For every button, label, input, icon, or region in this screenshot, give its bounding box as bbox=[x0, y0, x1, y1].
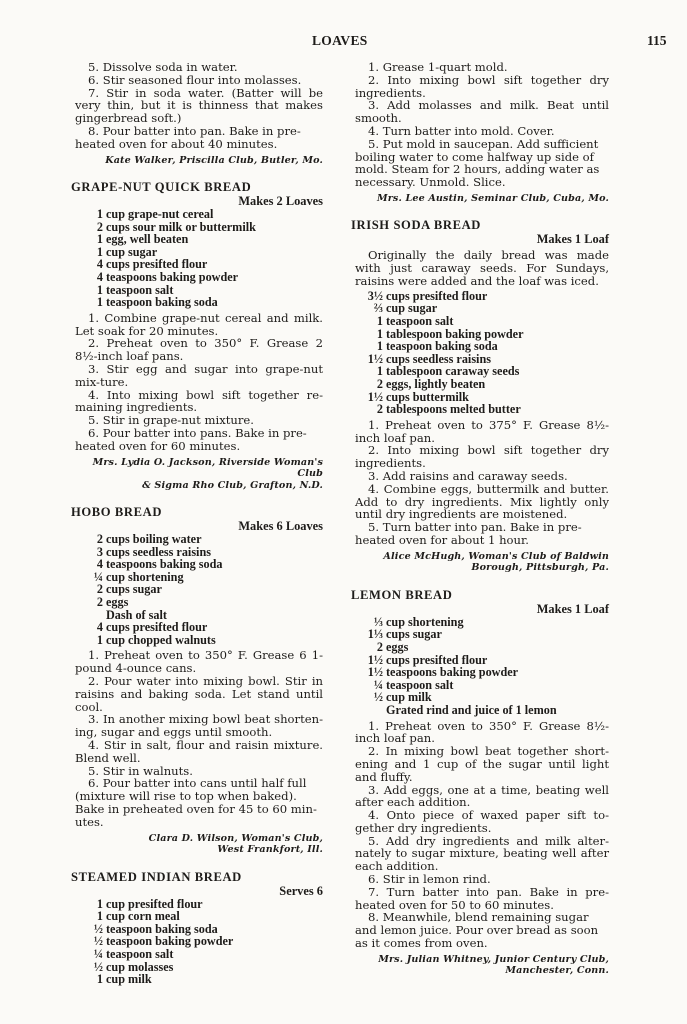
recipe bbox=[71, 505, 323, 856]
ingredient-list bbox=[355, 616, 609, 717]
recipe-step: 1. Preheat oven to 350° F. Grease 6 1-pound 4-ounce cans. bbox=[75, 648, 323, 676]
ingredient-quantity: 1½ bbox=[367, 351, 383, 366]
ingredient-text: teaspoons baking soda bbox=[106, 557, 223, 572]
credit-line: West Frankfort, Ill. bbox=[217, 844, 323, 856]
ingredient-text: eggs bbox=[386, 639, 409, 654]
ingredient-quantity: ½ bbox=[373, 690, 383, 705]
recipe-credit bbox=[75, 833, 323, 856]
ingredient-list bbox=[75, 898, 323, 986]
ingredient-quantity: 1 bbox=[96, 282, 103, 297]
ingredient-text: cups presifted flour bbox=[106, 620, 208, 635]
recipe-yield: Makes 1 Loaf bbox=[536, 601, 609, 616]
recipe-step: 6. Stir in lemon rind. bbox=[368, 872, 491, 887]
recipe-step: 4. Combine eggs, buttermilk and butter. Add to dry ingredients. Mix lightly only until dry ingredients are moistened. bbox=[355, 481, 609, 522]
recipe-step: 5. Stir in grape-nut mixture. bbox=[88, 413, 254, 428]
recipe-credit bbox=[75, 457, 323, 492]
ingredient-text: teaspoon salt bbox=[106, 946, 174, 961]
ingredient-text: cups buttermilk bbox=[386, 389, 469, 404]
ingredient bbox=[75, 296, 323, 309]
ingredient-quantity: ½ bbox=[93, 921, 103, 936]
ingredient-quantity: 1 bbox=[96, 632, 103, 647]
ingredient-text: cups presifted flour bbox=[386, 652, 488, 667]
ingredient-text: egg, well beaten bbox=[106, 232, 189, 247]
ingredient-quantity: 1 bbox=[376, 339, 383, 354]
continued-step: 5. Dissolve soda in water. bbox=[88, 60, 238, 74]
recipe-title: GRAPE-NUT QUICK BREAD bbox=[71, 180, 252, 195]
ingredient-quantity: 1⅓ bbox=[367, 627, 383, 642]
ingredient-text: cups sugar bbox=[106, 582, 162, 597]
ingredient-text: tablespoon baking powder bbox=[386, 326, 524, 341]
ingredient-quantity: 1 bbox=[96, 896, 103, 911]
recipe-step: 5. Turn batter into pan. Bake in pre-heated oven for about 1 hour. bbox=[355, 520, 582, 547]
recipe-intro: Originally the daily bread was made with just caraway seeds. For Sundays, raisins were added and the loaf was iced. bbox=[355, 248, 609, 289]
ingredient-text: cups seedless raisins bbox=[386, 351, 491, 366]
ingredient-quantity: 1½ bbox=[367, 389, 383, 404]
recipe-title: IRISH SODA BREAD bbox=[351, 218, 481, 233]
ingredient-text: cups presifted flour bbox=[386, 288, 488, 303]
ingredient-text: cups sugar bbox=[386, 627, 442, 642]
ingredient bbox=[75, 634, 323, 647]
ingredient-list bbox=[75, 208, 323, 309]
recipe-step: 3. Stir egg and sugar into grape-nut mix-ture. bbox=[75, 362, 323, 389]
ingredient-text: cup sugar bbox=[106, 244, 158, 259]
recipe-step: 1. Combine grape-nut cereal and milk. Let soak for 20 minutes. bbox=[75, 310, 323, 338]
ingredient-text: cup milk bbox=[106, 972, 152, 987]
credit-line: Manchester, Conn. bbox=[505, 965, 609, 977]
ingredient-text: eggs bbox=[106, 595, 129, 610]
ingredient-quantity: 1 bbox=[96, 232, 103, 247]
recipe-step: 4. Into mixing bowl sift together re-maining ingredients. bbox=[75, 387, 323, 415]
recipe-step: 5. Stir in walnuts. bbox=[88, 763, 193, 778]
ingredient-quantity: ½ bbox=[93, 934, 103, 949]
ingredient-text: eggs, lightly beaten bbox=[386, 377, 486, 392]
ingredient-text: cup shortening bbox=[106, 569, 184, 584]
recipe-step: 2. Preheat oven to 350° F. Grease 2 8½-inch loaf pans. bbox=[75, 336, 323, 364]
recipe-step: 3. Add raisins and caraway seeds. bbox=[368, 468, 568, 483]
ingredient-quantity: 1 bbox=[376, 364, 383, 379]
recipe-step: 2. In mixing bowl beat together short-ening and 1 cup of the sugar until light and fluffy. bbox=[355, 744, 609, 784]
ingredient-text: cups seedless raisins bbox=[106, 544, 211, 559]
recipe-step: 2. Pour water into mixing bowl. Stir in raisins and baking soda. Let stand until cool. bbox=[75, 674, 323, 714]
ingredient-quantity: 2 bbox=[376, 639, 383, 654]
continued-step: 6. Stir seasoned flour into molasses. bbox=[88, 72, 302, 87]
ingredient-list bbox=[355, 290, 609, 416]
ingredient-quantity: 2 bbox=[376, 402, 383, 417]
ingredient-text: teaspoon salt bbox=[106, 282, 174, 297]
recipe-step: 7. Turn batter into pan. Bake in pre-heated oven for 50 to 60 minutes. bbox=[355, 884, 609, 912]
recipe-step: 2. Into mixing bowl sift together dry ingredients. bbox=[355, 443, 609, 471]
ingredient-text: cup milk bbox=[386, 690, 432, 705]
ingredient-text: cup presifted flour bbox=[106, 896, 203, 911]
recipe bbox=[71, 180, 323, 491]
credit-line: Clara D. Wilson, Woman's Club, bbox=[148, 832, 323, 844]
ingredient-quantity: 1 bbox=[96, 972, 103, 987]
recipe-title: HOBO BREAD bbox=[71, 505, 163, 520]
recipe-yield: Makes 1 Loaf bbox=[536, 232, 609, 247]
recipe-step: 4. Onto piece of waxed paper sift to-gether dry ingredients. bbox=[355, 808, 609, 835]
recipe-step: 6. Pour batter into pans. Bake in pre-heated oven for 60 minutes. bbox=[75, 426, 307, 453]
ingredient-text: teaspoon salt bbox=[386, 314, 454, 329]
ingredient-quantity: 3½ bbox=[367, 288, 383, 303]
ingredient-text: teaspoons baking powder bbox=[386, 665, 519, 680]
recipe-credit bbox=[355, 193, 609, 205]
ingredient-text: cup sugar bbox=[386, 301, 438, 316]
ingredient-text: teaspoon baking soda bbox=[106, 295, 218, 310]
recipe-step: 3. In another mixing bowl beat shorten-ing, sugar and eggs until smooth. bbox=[75, 712, 323, 740]
recipe-yield: Makes 6 Loaves bbox=[238, 519, 323, 534]
continued-step: 1. Grease 1-quart mold. bbox=[368, 60, 508, 74]
ingredient-text: cup chopped walnuts bbox=[106, 632, 216, 647]
continued-step: 4. Turn batter into mold. Cover. bbox=[368, 123, 555, 138]
ingredient-quantity: 4 bbox=[96, 270, 103, 285]
ingredient bbox=[355, 704, 609, 717]
ingredient-text: cups sour milk or buttermilk bbox=[106, 219, 256, 234]
ingredient-quantity: 2 bbox=[96, 219, 103, 234]
recipe bbox=[351, 587, 609, 977]
page-number: 115 bbox=[647, 33, 667, 48]
recipe-step: 3. Add eggs, one at a time, beating well after each addition. bbox=[355, 782, 609, 810]
ingredient bbox=[75, 973, 323, 986]
ingredient-quantity: 1 bbox=[96, 295, 103, 310]
continued-step: 8. Pour batter into pan. Bake in pre-heated oven for about 40 minutes. bbox=[75, 123, 301, 151]
ingredient-quantity: 1 bbox=[376, 314, 383, 329]
ingredient-text: cups boiling water bbox=[106, 532, 202, 547]
ingredient-text: Grated rind and juice of 1 lemon bbox=[386, 702, 557, 717]
ingredient-list bbox=[75, 533, 323, 646]
recipe-step: 5. Add dry ingredients and milk alter-nately to sugar mixture, beating well after each addition. bbox=[355, 833, 609, 874]
recipe-title: LEMON BREAD bbox=[351, 587, 453, 602]
ingredient-quantity: 1 bbox=[96, 244, 103, 259]
ingredient-quantity: 2 bbox=[376, 377, 383, 392]
recipe-step: 1. Preheat oven to 350° F. Grease 8½-inch loaf pan. bbox=[355, 718, 609, 746]
recipe bbox=[71, 869, 323, 987]
ingredient-quantity: 1½ bbox=[367, 665, 383, 680]
ingredient-text: teaspoon baking soda bbox=[106, 921, 218, 936]
ingredient-quantity: 4 bbox=[96, 557, 103, 572]
ingredient-text: tablespoon caraway seeds bbox=[386, 364, 520, 379]
ingredient-text: cup corn meal bbox=[106, 909, 180, 924]
recipe-credit bbox=[355, 551, 609, 574]
ingredient-quantity: 1 bbox=[96, 909, 103, 924]
recipe-yield: Makes 2 Loaves bbox=[238, 194, 323, 209]
recipe-title: STEAMED INDIAN BREAD bbox=[71, 869, 242, 884]
continued-step: 2. Into mixing bowl sift together dry ingredients. bbox=[355, 72, 609, 100]
ingredient-text: Dash of salt bbox=[106, 607, 167, 622]
credit-line: Mrs. Lydia O. Jackson, Riverside Woman's Club bbox=[92, 456, 323, 480]
continued-step: 5. Put mold in saucepan. Add sufficient boiling water to come halfway up side of mold. Steam for 2 hours, adding water as necessary. Unmold. Slice. bbox=[355, 136, 600, 190]
ingredient-quantity: 2 bbox=[96, 582, 103, 597]
section-title: LOAVES bbox=[312, 33, 368, 48]
credit-line: Alice McHugh, Woman's Club of Baldwin bbox=[383, 550, 609, 562]
ingredient-text: cup molasses bbox=[106, 959, 174, 974]
ingredient-quantity: ⅓ bbox=[373, 614, 383, 629]
ingredient-text: cup shortening bbox=[386, 614, 464, 629]
ingredient-quantity: 2 bbox=[96, 595, 103, 610]
ingredient-text: teaspoons baking powder bbox=[106, 270, 239, 285]
ingredient-quantity: 3 bbox=[96, 544, 103, 559]
recipe-credit bbox=[75, 155, 323, 167]
ingredient-quantity: ¼ bbox=[373, 677, 383, 692]
ingredient-text: teaspoon baking soda bbox=[386, 339, 498, 354]
credit-line: Borough, Pittsburgh, Pa. bbox=[471, 562, 609, 574]
ingredient-quantity: 4 bbox=[96, 257, 103, 272]
recipe-credit bbox=[355, 954, 609, 977]
left-column bbox=[71, 60, 323, 987]
ingredient-text: teaspoon salt bbox=[386, 677, 454, 692]
ingredient-text: teaspoon baking powder bbox=[106, 934, 234, 949]
ingredient-quantity: 1 bbox=[96, 207, 103, 222]
credit-line: Kate Walker, Priscilla Club, Butler, Mo. bbox=[105, 154, 323, 166]
ingredient bbox=[355, 403, 609, 416]
ingredient-text: tablespoons melted butter bbox=[386, 402, 521, 417]
continued-step: 7. Stir in soda water. (Batter will be very thin, but it is thinness that makes gingerbread soft.) bbox=[75, 85, 323, 126]
recipe bbox=[351, 218, 609, 574]
ingredient-text: cup grape-nut cereal bbox=[106, 207, 214, 222]
continued-step: 3. Add molasses and milk. Beat until smooth. bbox=[355, 98, 609, 126]
ingredient-quantity: 1 bbox=[376, 326, 383, 341]
recipe-step: 6. Pour batter into cans until half full (mixture will rise to top when baked). Bake in preheated oven for 45 to 60 min-utes. bbox=[75, 776, 317, 829]
credit-line: Mrs. Julian Whitney, Junior Century Club, bbox=[378, 953, 609, 965]
ingredient-quantity: ½ bbox=[93, 959, 103, 974]
recipe-yield: Serves 6 bbox=[279, 883, 323, 898]
recipe-step: 1. Preheat oven to 375° F. Grease 8½-inch loaf pan. bbox=[355, 417, 609, 445]
ingredient-quantity: 1½ bbox=[367, 652, 383, 667]
recipe-step: 8. Meanwhile, blend remaining sugar and lemon juice. Pour over bread as soon as it comes from oven. bbox=[355, 910, 599, 951]
ingredient-quantity: ¼ bbox=[93, 569, 103, 584]
recipe-step: 4. Stir in salt, flour and raisin mixture. Blend well. bbox=[75, 738, 323, 765]
ingredient-quantity: ¼ bbox=[93, 946, 103, 961]
credit-line: & Sigma Rho Club, Grafton, N.D. bbox=[142, 479, 323, 491]
ingredient-quantity: 4 bbox=[96, 620, 103, 635]
right-column bbox=[351, 60, 609, 977]
running-head bbox=[0, 33, 687, 51]
ingredient-quantity: ⅔ bbox=[373, 301, 383, 316]
ingredient-quantity: 2 bbox=[96, 532, 103, 547]
ingredient-text: cups presifted flour bbox=[106, 257, 208, 272]
credit-line: Mrs. Lee Austin, Seminar Club, Cuba, Mo. bbox=[376, 192, 609, 204]
